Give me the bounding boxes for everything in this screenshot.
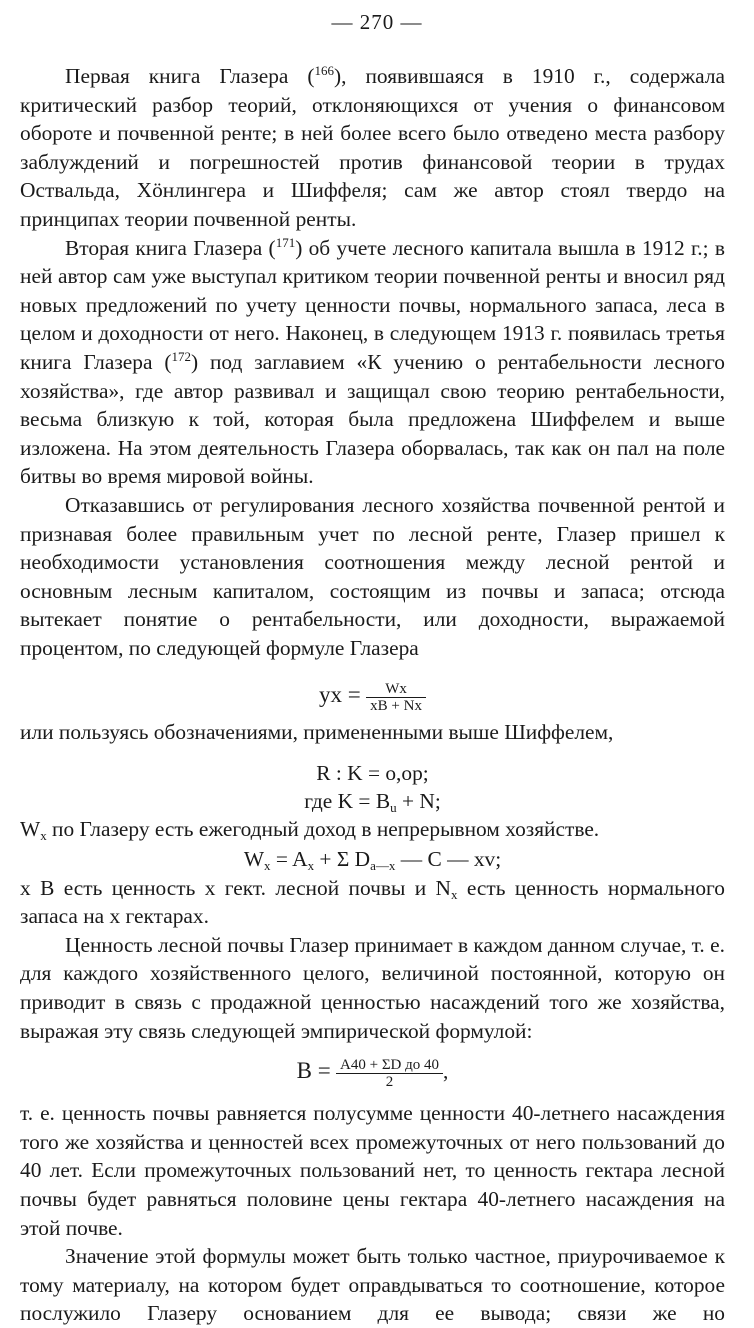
formula1-numerator: Wx	[366, 681, 426, 698]
formula-k-definition	[20, 787, 725, 815]
para1-text-a: Первая книга Глазера (	[65, 64, 315, 88]
paragraph-first-book	[20, 62, 725, 234]
formula-soil-value	[20, 1049, 725, 1093]
formula5-numerator: A40 + ΣD до 40	[336, 1057, 443, 1074]
formula3-text: где K = B	[304, 789, 391, 814]
formula1-lhs: yx =	[319, 682, 361, 708]
formula3-tail: + N;	[396, 789, 441, 814]
formula4-tail: — C — xv;	[395, 846, 502, 871]
formula5-tail: ,	[443, 1059, 449, 1084]
para1-text-b: ), появившаяся в 1910 г., содержала критический разбор теорий, отклоняющихся от учения о финансовом обороте и почвенной ренте; в ней более всего было отведено места разбору заблуждений и погрешностей против финансовой теории в трудах Оствальда, Хöнлингера и Шиффеля; сам же автор стоял твердо на принципах теории почвенной ренты.	[20, 64, 725, 231]
body-text	[20, 62, 725, 1328]
formula4-eq: = A	[270, 846, 308, 871]
footnote-ref-166: 166	[314, 63, 334, 78]
formula1-fraction	[366, 681, 426, 714]
footnote-ref-172: 172	[171, 348, 191, 364]
paragraph-soil-value: Ценность лесной почвы Глазер принимает в каждом данном случае, т. е. для каждого хозяйственного целого, величиной постоянной, которую он приводит в связь с продажной ценностью насаждений того же хозяйства, выражая эту связь следующей эмпирической формулой:	[20, 932, 725, 1043]
paragraph-second-book	[20, 234, 725, 491]
para2-text-c: ) под заглавием «К учению о рентабельности лесного хозяйства», где автор развивал и защищал свою теорию рентабельности, весьма близкую к той, которая была предложена Шиффелем и выше изложена. На этом деятельность Глазера оборвалась, так как он пал на поле битвы во время мировой войны.	[20, 349, 725, 489]
paragraph-rentability: Отказавшись от регулирования лесного хозяйства почвенной рентой и признавая более правильным учет по лесной ренте, Глазер пришел к необходимости установления соотношения между лесной рентой и основным лесным капиталом, состоящим из почвы и запаса; отсюда вытекает понятие о рентабельности, или доходности, выражаемой процентом, по следующей формуле Глазера	[20, 492, 725, 660]
line-wx-definition	[20, 815, 725, 844]
formula4-w: W	[243, 846, 265, 871]
para4-sub: x	[450, 886, 458, 902]
page-number: — 270 —	[331, 10, 423, 34]
formula-glaser-yield	[20, 672, 725, 718]
wx-symbol: W	[20, 817, 41, 842]
formula3-sub: u	[390, 800, 397, 816]
formula-wx	[20, 844, 725, 874]
formula4-d-sub: a—x	[370, 857, 396, 873]
paragraph-half-sum: т. е. ценность почвы равняется полусумме ценности 40-летнего насаждения того же хозяйства и ценностей всех промежуточных от него пользований до 40 лет. Если промежуточных пользований нет, то ценность гектара лесной почвы будет равняться половине цены гектара 40-летнего насаждения на этой почве.	[20, 1101, 725, 1240]
formula5-denominator: 2	[385, 1073, 394, 1090]
wx-description: по Глазеру есть ежегодный доход в непрерывном хозяйстве.	[46, 817, 600, 842]
paragraph-formula-meaning: Значение этой формулы может быть только частное, приурочиваемое к тому материалу, на котором будет оправдываться то соотношение, которое послужило Глазеру основанием для ее вывода; связи же но	[20, 1244, 725, 1326]
formula4-a-sub: x	[307, 857, 315, 873]
formula1-denominator: xB + Nx	[370, 698, 422, 715]
footnote-ref-171: 171	[275, 234, 296, 250]
formula4-plus: + Σ D	[314, 846, 371, 871]
formula5-fraction	[336, 1057, 443, 1090]
wx-sub: x	[40, 828, 47, 844]
para4-text-a: x B есть ценность x гект. лесной почвы и N	[20, 875, 451, 900]
para4-text-b: есть ценность нормального запаса на x гектарах.	[20, 875, 725, 929]
formula-r-k: R : K = o,op;	[316, 761, 429, 786]
paragraph-xb	[20, 874, 725, 931]
para2-text-b: ) об учете лесного капитала вышла в 1912 г.; в ней автор сам уже выступал критиком теории почвенной ренты и вносил ряд новых предложений по учету ценности почвы, нормального запаса, леса в целом и доходности от него. Наконец, в следующем 1913 г. появилась третья книга Глазера (	[20, 235, 725, 374]
formula5-lhs: B =	[296, 1058, 331, 1084]
line-schiffel: или пользуясь обозначениями, примененными выше Шиффелем,	[20, 720, 614, 745]
para2-text-a: Вторая книга Глазера (	[65, 235, 276, 260]
formula4-w-sub: x	[264, 857, 271, 873]
